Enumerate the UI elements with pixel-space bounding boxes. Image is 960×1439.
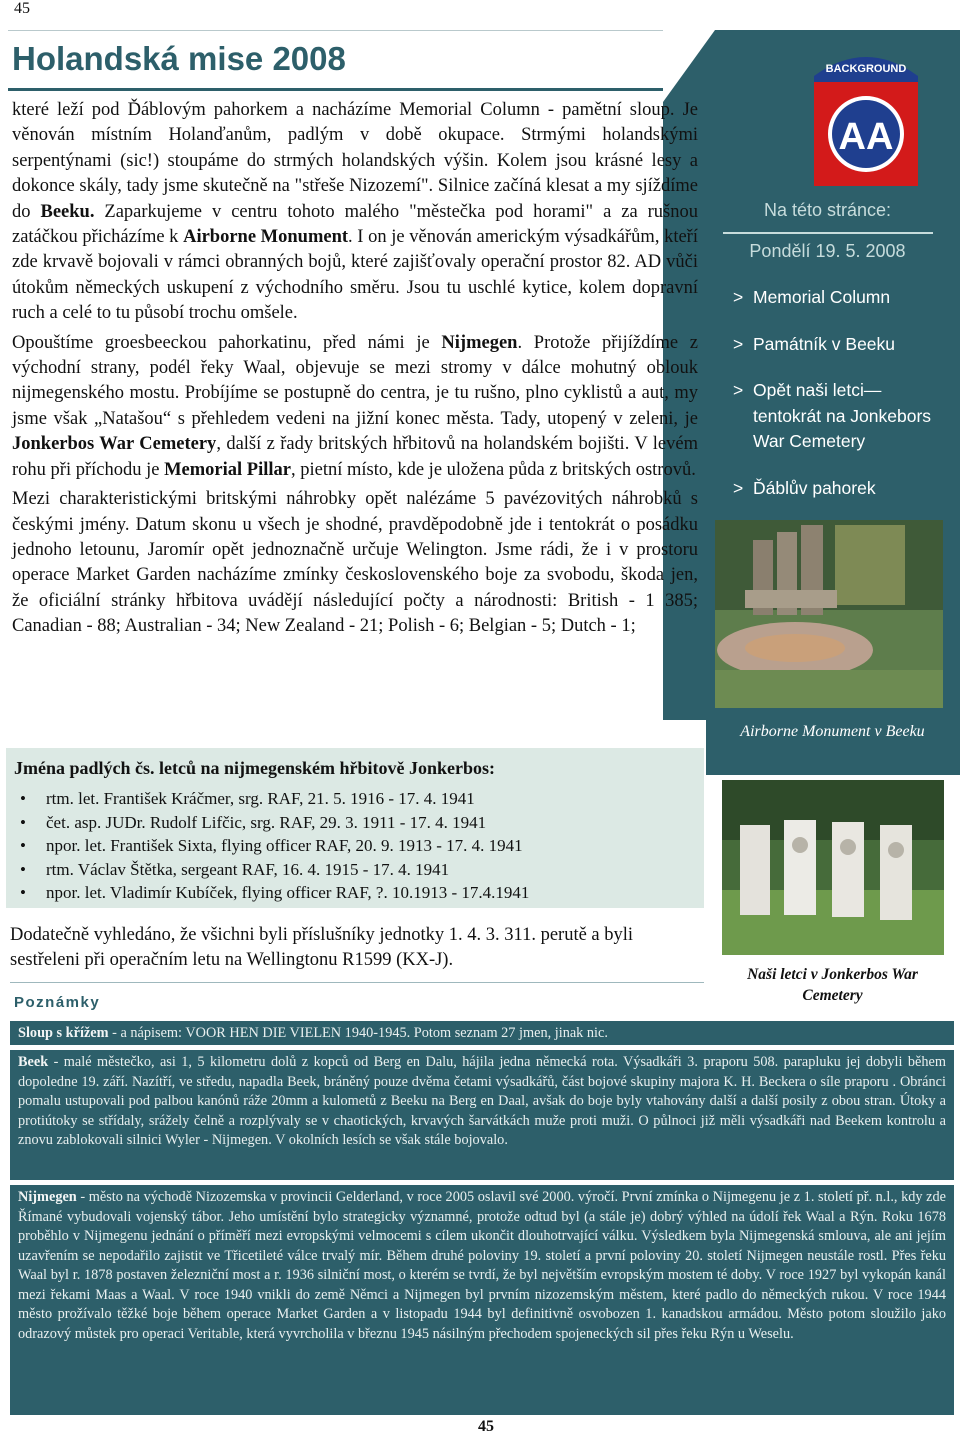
list-item: • rtm. let. František Kráčmer, srg. RAF, 21. 5. 1916 - 17. 4. 1941: [38, 787, 696, 811]
sidebar-rule: [723, 232, 933, 234]
sidebar-fold-corner: [663, 30, 715, 102]
logo-tab-text: BACKGROUND: [825, 63, 907, 75]
top-rule: [8, 30, 663, 31]
airborne-monument-photo: [715, 520, 943, 708]
list-item: • rtm. Václav Štětka, sergeant RAF, 16. 4. 1915 - 17. 4. 1941: [38, 858, 696, 882]
sidebar-title: Na této stránce:: [763, 200, 892, 220]
title-rule: [8, 88, 663, 91]
note-memorial-column: Sloup s křížem - a nápisem: VOOR HEN DIE VIELEN 1940-1945. Potom seznam 27 jmen, jinak nic.: [10, 1021, 954, 1045]
article-body: [12, 98, 698, 644]
names-list: [14, 787, 696, 905]
note-nijmegen: Nijmegen - město na východě Nizozemska v provincii Gelderland, v roce 2005 oslavil své 2000. výročí. První zmínka o Nijmegenu je z 1. století př. n.l., kdy zde Římané vybudovali vojenský tábor. Jeho umístění bylo strategicky významné, protože odtud byl (a stále je) dobrý výhled na údolí řek Waal a Rýn. Roku 1678 proběhlo v Nijmegenu jednání o příměří mezi evropskými velmocemi s cílem ukončit dlouhotrvající válku. Výsledkem byla Nijmegenská smlouva, ale ani jejím uzavřením se nepodařilo zajistit ve Třicetileté válce trvalý mír. Během druhé poloviny 19. století a první poloviny 20. století Nijmegen neustále rostl. Přes řeku Waal byl r. 1878 postaven železniční most a r. 1936 silniční most, o kterém se tvrdí, že byl největším evropským mostem té doby. V roce 1927 byl vykopán kanál mezi řekami Maas a Waal. V roce 1940 vnikli do země Němci a Nijmegen byl prvním nizozemským městem, které padlo do německých rukou. V roce 1944 město prožívalo těžké boje během operace Market Garden a v listopadu 1944 byl definitivně osvobozen 1. kanadskou armádou. Město potom sloužilo jako odrazový můstek pro operaci Veritable, která vyvrcholila v březnu 1945 násilným přechodem spojeneckých sil přes řeku Rýn u Weselu.: [10, 1185, 954, 1415]
airborne-patch-logo: [810, 42, 922, 190]
jonkerbos-cemetery-photo: [722, 780, 944, 955]
page-title: Holandská mise 2008: [12, 40, 346, 77]
list-item: • čet. asp. JUDr. Rudolf Lifčic, srg. RAF, 29. 3. 1911 - 17. 4. 1941: [38, 811, 696, 835]
photo-caption-monument: Airborne Monument v Beeku: [740, 723, 925, 740]
list-item: • npor. let. Vladimír Kubíček, flying officer RAF, ?. 10.1913 - 17.4.1941: [38, 881, 696, 905]
logo-letters: AA: [838, 116, 894, 158]
sidebar-date: Pondělí 19. 5. 2008: [749, 241, 906, 261]
notes-heading: Poznámky: [14, 994, 101, 1011]
photo-caption-cemetery: Naši letci v Jonkerbos War Cemetery: [747, 966, 918, 1004]
sidebar-item[interactable]: > Memorial Column: [733, 285, 953, 311]
fallen-airmen-box: [6, 748, 704, 908]
sidebar-item[interactable]: > Památník v Beeku: [733, 332, 953, 358]
page-number-top: 45: [14, 0, 30, 17]
sidebar-item[interactable]: > Opět naši letci— tentokrát na Jonkebors War Cemetery: [733, 378, 953, 455]
notes-rule: [10, 982, 704, 983]
paragraph: Mezi charakteristickými britskými náhrobky opět nalézáme 5 pavézovitých náhrobků s českými jmény. Datum skonu u všech je shodné, pravděpodobně jde i tentokrát o posádku jednoho letounu, Jaromír opět jednoznačně určuje Welington. Jsme rádi, že i v prostoru operace Market Garden nacházíme zmínky československého boje za svobodu, škoda jen, že oficiální stránky hřbitova uvádějí následující počty a národnosti: British - 1 385; Canadian - 88; Australian - 34; New Zealand - 21; Polish - 6; Belgian - 5; Dutch - 1;: [12, 489, 698, 637]
sidebar-item[interactable]: > Ďáblův pahorek: [733, 476, 953, 502]
page-number-bottom: 45: [478, 1418, 494, 1435]
sidebar-contents-list: [733, 285, 953, 522]
paragraph: Opouštíme groesbeeckou pahorkatinu, před námi je Nijmegen. Protože přijíždíme z východní strany, podél řeky Waal, objevuje se mezi stromy v dálce mohutný oblouk nijmegenského mostu. Probíjíme se postupně do centra, je tu rušno, plno cyklistů a aut, my jsme však „Natašou“ s přehledem vedeni na jižní konec města. Tady, utopený v zeleni, je Jonkerbos War Cemetery, další z řady britských hřbitovů na holandském bojišti. V levém rohu při příchodu je Memorial Pillar, pietní místo, kde je uložena půda z britských ostrovů.: [12, 332, 698, 480]
names-heading: Jména padlých čs. letců na nijmegenském hřbitově Jonkerbos:: [14, 758, 495, 778]
paragraph: které leží pod Ďáblovým pahorkem a nacházíme Memorial Column - pamětní sloup. Je věnován místním Holanďanům, padlým v době okupace. Strmými holandskými serpentýnami (sic!) stoupáme do strmých holandských výšin. Kolem jsou krásné lesy a dokonce skály, tady jsme skutečně na "střeše Nizozemí". Silnice začíná klesat a my sjíždíme do Beeku. Zaparkujeme v centru tohoto malého "městečka pod horami" a za rušnou zatáčkou přicházíme k Airborne Monument. I on je věnován americkým výsadkářům, kteří zde krvavě bojovali v rámci obranných bojů, které zajišťovaly operační prostor 82. AD vůči útokům německých uskupení z východního směru. Jsou tu uschlé kytice, kolem dopravní ruch a celé to tu působí trochu omšele.: [12, 100, 699, 324]
addendum-paragraph: Dodatečně vyhledáno, že všichni byli příslušníky jednotky 1. 4. 3. 311. perutě a byli sestřeleni při operačním letu na Wellingtonu R1599 (KX-J).: [10, 925, 634, 970]
note-beek: Beek - malé městečko, asi 1, 5 kilometru dolů z kopců od Berg en Dalu, hájila jedna německá rota. Výsadkáři 3. praporu 508. parapluku jej dobyli během dopoledne 19. září. Nazítří, ve středu, napadla Beek, bráněný pouze dvěma četami výsadkářů, část bojové skupiny majora K. H. Beckera o síle praporu . Obránci pomalu ustupovali pod palbou kanónů ráže 20mm a kulometů z Beeku na Berg en Daal, avšak do boje byly vtahovány další a další posily z obou stran. Útoky a protiútoky se střídaly, srážely čelně a rozplývaly se v chaotických, krvavých šarvátkách muže proti muži. O půlnoci již měli výsadkáři nad Beekem kontrolu a znovu zablokovali silnici Wyler - Nijmegen. V okolních lesích se však stále bojovalo.: [10, 1050, 954, 1180]
list-item: • npor. let. František Sixta, flying officer RAF, 20. 9. 1913 - 17. 4. 1941: [38, 834, 696, 858]
